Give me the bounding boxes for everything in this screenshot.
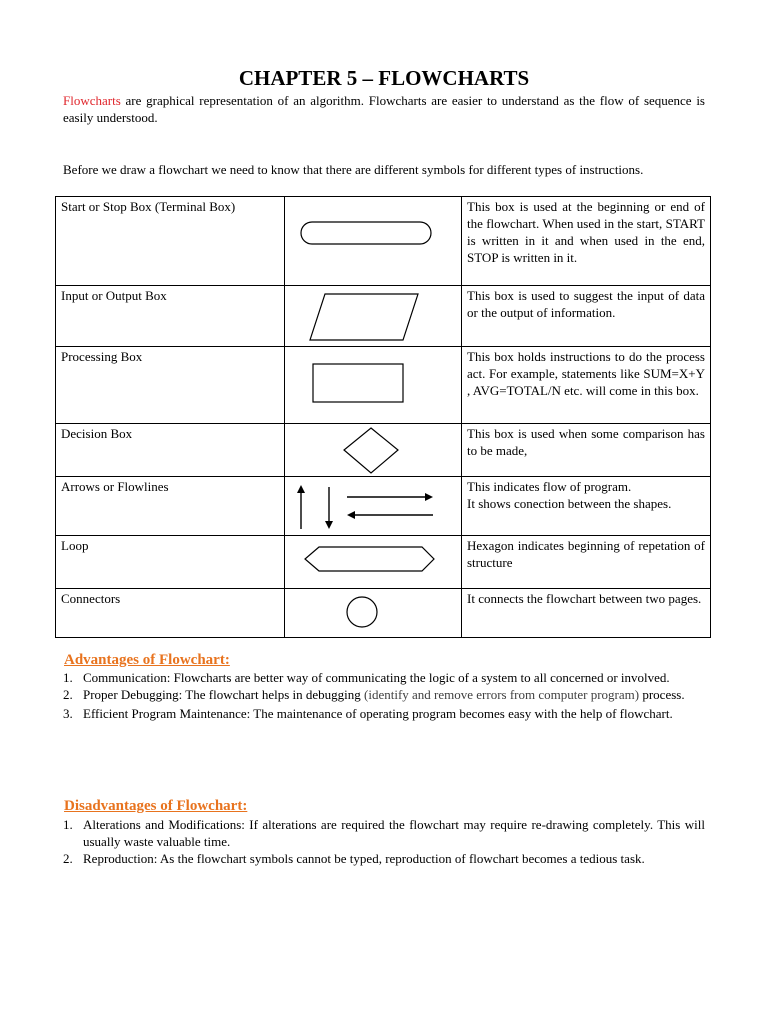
intro-text: are graphical representation of an algorithm. Flowcharts are easier to understand as the flow of sequence is easily understood.: [63, 93, 705, 125]
terminal-shape-icon: [285, 197, 462, 286]
intro-paragraph: [63, 92, 705, 126]
list-item: [63, 705, 705, 722]
list-text: Efficient Program Maintenance: The maintenance of operating program becomes easy with the help of flowchart.: [83, 706, 673, 721]
rectangle-shape-icon: [285, 347, 462, 424]
before-paragraph: Before we draw a flowchart we need to know that there are different symbols for different types of instructions.: [63, 162, 644, 177]
list-number: 2.: [63, 851, 73, 866]
table-row: [56, 536, 711, 589]
symbol-description: This box holds instructions to do the process act. For example, statements like SUM=X+Y , AVG=TOTAL/N etc. will come in this box.: [462, 347, 711, 424]
symbol-name: Arrows or Flowlines: [56, 477, 285, 536]
symbol-description: [462, 477, 711, 536]
list-number: 1.: [63, 817, 73, 832]
symbol-name: Start or Stop Box (Terminal Box): [56, 197, 285, 286]
hexagon-shape-icon: [285, 536, 462, 589]
list-item: [63, 669, 705, 686]
list-text: Reproduction: As the flowchart symbols cannot be typed, reproduction of flowchart becomes a tedious task.: [83, 851, 645, 866]
list-item: [63, 816, 705, 850]
table-row: [56, 347, 711, 424]
list-number: 3.: [63, 706, 73, 721]
list-text-aside: (identify and remove errors from computer program): [364, 687, 640, 702]
list-text: Proper Debugging: The flowchart helps in debugging: [83, 687, 365, 702]
disadvantages-list: [63, 816, 705, 867]
list-item: [63, 850, 705, 867]
symbol-name: Loop: [56, 536, 285, 589]
symbol-name: Processing Box: [56, 347, 285, 424]
advantages-list: [63, 669, 705, 722]
flowcharts-highlight: Flowcharts: [63, 93, 121, 108]
list-number: 2.: [63, 687, 73, 702]
diamond-shape-icon: [285, 424, 462, 477]
list-text: process.: [639, 687, 685, 702]
arrows-shape-icon: [285, 477, 462, 536]
table-row: [56, 477, 711, 536]
symbol-description: This box is used at the beginning or end of the flowchart. When used in the start, START is written in it and when used in the end, STOP is written in it.: [462, 197, 711, 286]
table-row: [56, 589, 711, 638]
list-item: [63, 686, 705, 703]
disadvantages-heading: Disadvantages of Flowchart:: [64, 798, 248, 814]
symbol-description: This box is used when some comparison has to be made,: [462, 424, 711, 477]
table-row: [56, 286, 711, 347]
page-title: CHAPTER 5 – FLOWCHARTS: [238, 66, 530, 90]
circle-shape-icon: [285, 589, 462, 638]
table-row: [56, 197, 711, 286]
symbol-name: Connectors: [56, 589, 285, 638]
advantages-heading: Advantages of Flowchart:: [64, 652, 230, 668]
symbol-name: Input or Output Box: [56, 286, 285, 347]
table-row: [56, 424, 711, 477]
symbols-table: [55, 196, 711, 638]
list-text: Communication: Flowcharts are better way of communicating the logic of a system to all concerned or involved.: [83, 670, 670, 685]
symbol-name: Decision Box: [56, 424, 285, 477]
symbol-description: Hexagon indicates beginning of repetation of structure: [462, 536, 711, 589]
description-line: It shows conection between the shapes.: [467, 496, 672, 511]
list-text: Alterations and Modifications: If alterations are required the flowchart may require re-drawing completely. This will usually waste valuable time.: [83, 817, 705, 849]
parallelogram-shape-icon: [285, 286, 462, 347]
symbol-description: It connects the flowchart between two pages.: [462, 589, 711, 638]
list-number: 1.: [63, 670, 73, 685]
symbol-description: This box is used to suggest the input of data or the output of information.: [462, 286, 711, 347]
description-line: This indicates flow of program.: [467, 479, 632, 494]
